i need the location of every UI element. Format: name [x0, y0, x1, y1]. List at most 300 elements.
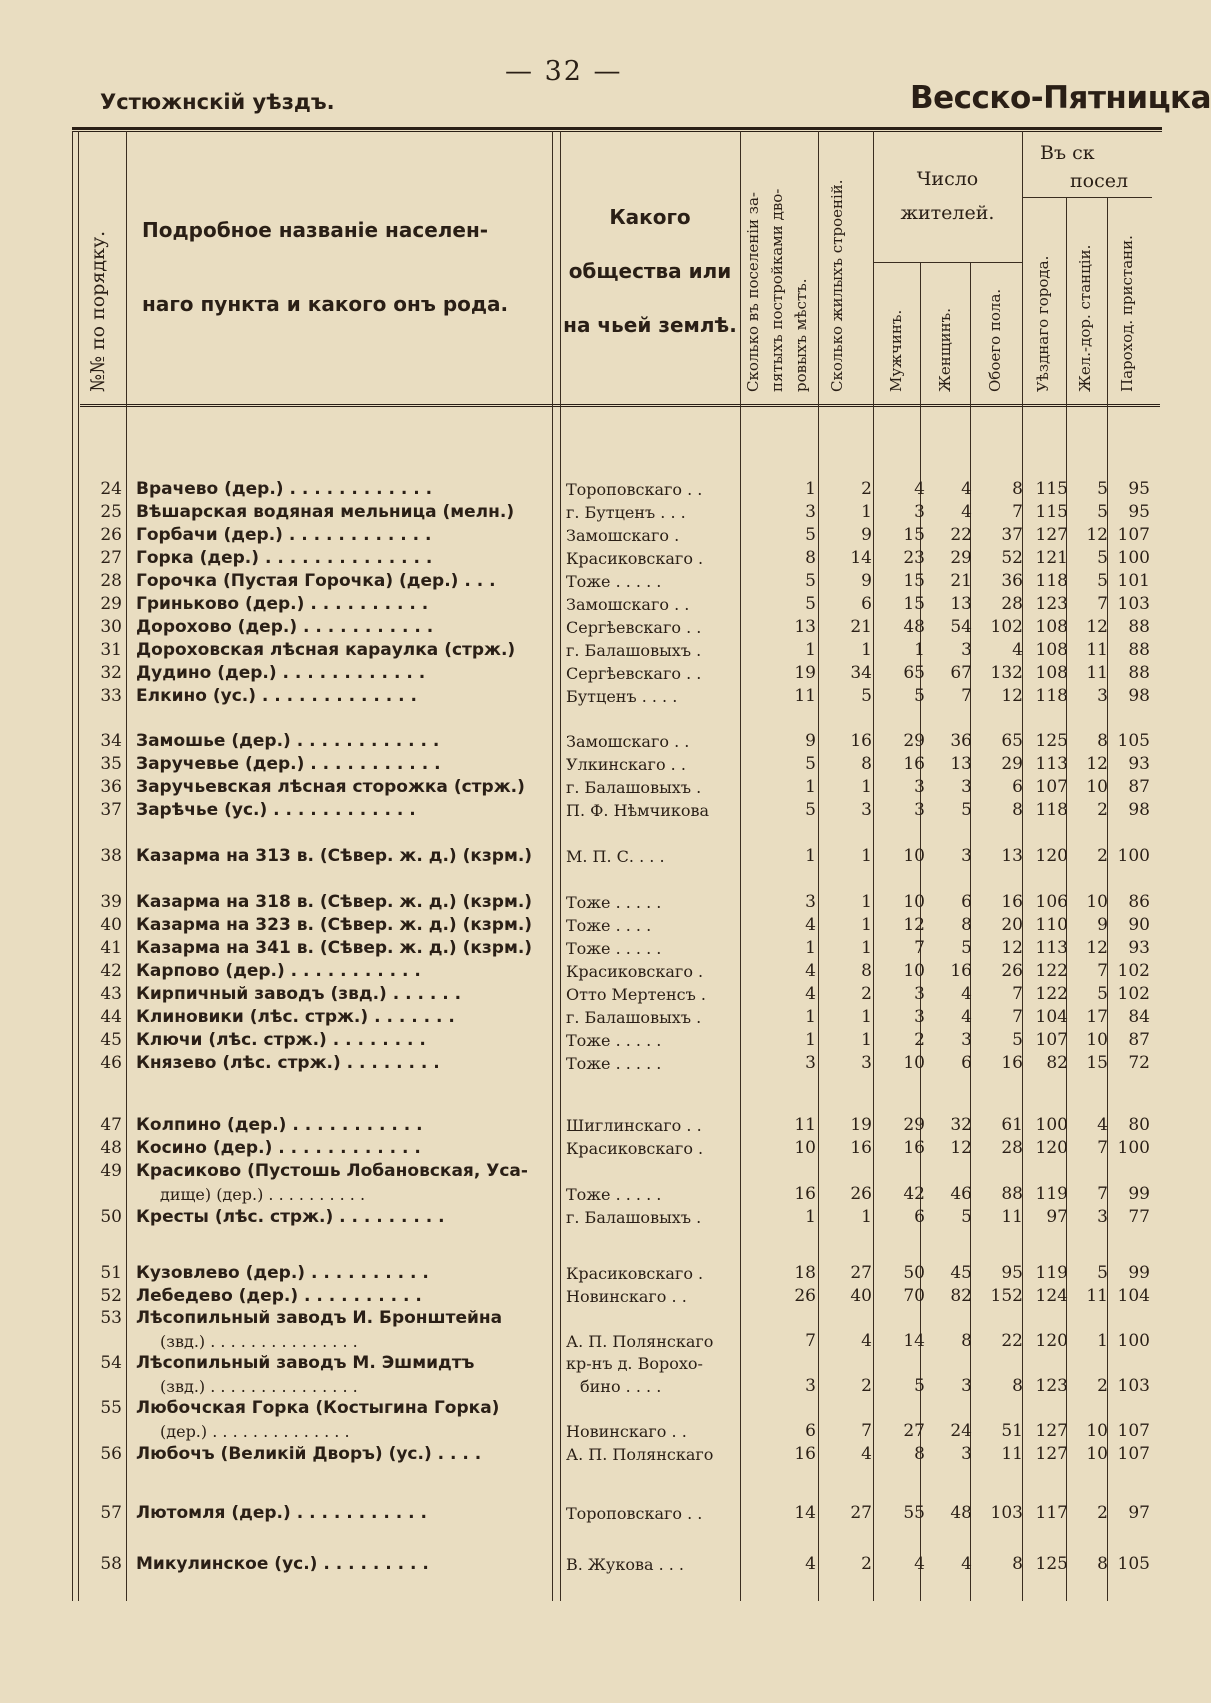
total-residents: 11	[1001, 1444, 1023, 1464]
row-number: 25	[100, 502, 122, 522]
men-count: 29	[903, 731, 925, 751]
distance-county-town: 125	[1035, 731, 1068, 751]
men-count: 10	[903, 892, 925, 912]
buildings-count: 1	[861, 1007, 872, 1027]
distance-railway: 10	[1086, 892, 1108, 912]
plots-count: 5	[805, 800, 816, 820]
distance-pier: 100	[1117, 548, 1150, 568]
plots-count: 1	[805, 1207, 816, 1227]
place-name: Замошье (дер.) . . . . . . . . . . . .	[136, 731, 440, 751]
place-name: Врачево (дер.) . . . . . . . . . . . .	[136, 479, 433, 499]
col-header-county-town: Уѣзднаго города.	[1034, 255, 1052, 392]
distance-pier: 86	[1128, 892, 1150, 912]
total-residents: 12	[1001, 686, 1023, 706]
distance-county-town: 108	[1035, 663, 1068, 683]
distance-railway: 8	[1097, 1554, 1108, 1574]
distance-county-town: 118	[1035, 571, 1068, 591]
col-header-society-3: на чьей землѣ.	[563, 313, 737, 337]
place-name-continuation: (звд.) . . . . . . . . . . . . . . .	[160, 1377, 358, 1396]
land-owner: Тоже . . . .	[566, 916, 652, 935]
table-row	[0, 662, 1150, 685]
buildings-count: 34	[850, 663, 872, 683]
distance-county-town: 100	[1035, 1115, 1068, 1135]
col-header-men: Мужчинъ.	[887, 309, 905, 392]
women-count: 4	[961, 984, 972, 1004]
plots-count: 4	[805, 1554, 816, 1574]
total-residents: 95	[1001, 1263, 1023, 1283]
row-number: 34	[100, 731, 122, 751]
women-count: 3	[961, 1444, 972, 1464]
table-row	[0, 1206, 1150, 1229]
total-residents: 103	[990, 1503, 1023, 1523]
men-count: 27	[903, 1421, 925, 1441]
distance-county-town: 97	[1046, 1207, 1068, 1227]
place-name: Дудино (дер.) . . . . . . . . . . . .	[136, 663, 426, 683]
men-count: 7	[914, 938, 925, 958]
distance-railway: 7	[1097, 594, 1108, 614]
total-residents: 102	[990, 617, 1023, 637]
distance-county-town: 119	[1035, 1184, 1068, 1204]
buildings-count: 16	[850, 1138, 872, 1158]
place-name-continuation: (дер.) . . . . . . . . . . . . . .	[160, 1422, 350, 1441]
distance-county-town: 110	[1035, 915, 1068, 935]
plots-count: 3	[805, 1376, 816, 1396]
women-count: 13	[950, 754, 972, 774]
land-owner: Тоже . . . . .	[566, 893, 662, 912]
distance-railway: 7	[1097, 1138, 1108, 1158]
men-count: 50	[903, 1263, 925, 1283]
place-name: Микулинское (ус.) . . . . . . . . .	[136, 1554, 429, 1574]
plots-count: 11	[794, 686, 816, 706]
table-row	[0, 1006, 1150, 1029]
table-row	[0, 1308, 1150, 1353]
distance-county-town: 118	[1035, 800, 1068, 820]
buildings-count: 4	[861, 1331, 872, 1351]
header-divider	[80, 404, 1160, 411]
distance-county-town: 122	[1035, 961, 1068, 981]
row-number: 55	[100, 1398, 122, 1418]
distance-railway: 5	[1097, 502, 1108, 522]
women-count: 8	[961, 1331, 972, 1351]
plots-count: 11	[794, 1115, 816, 1135]
place-name: Дорохово (дер.) . . . . . . . . . . .	[136, 617, 434, 637]
table-frame-inner	[72, 131, 1162, 132]
row-number: 40	[100, 915, 122, 935]
total-residents: 11	[1001, 1207, 1023, 1227]
table-row	[0, 1161, 1150, 1206]
place-name-continuation: дище) (дер.) . . . . . . . . . .	[160, 1185, 366, 1204]
place-name: Зарѣчье (ус.) . . . . . . . . . . . .	[136, 800, 416, 820]
total-residents: 132	[990, 663, 1023, 683]
table-row	[0, 685, 1150, 708]
distance-pier: 107	[1117, 525, 1150, 545]
table-row	[0, 570, 1150, 593]
land-owner: Замошскаго .	[566, 526, 680, 545]
men-count: 16	[903, 754, 925, 774]
total-residents: 36	[1001, 571, 1023, 591]
distance-railway: 11	[1086, 640, 1108, 660]
plots-count: 1	[805, 1007, 816, 1027]
buildings-count: 5	[861, 686, 872, 706]
distance-pier: 102	[1117, 961, 1150, 981]
women-count: 5	[961, 938, 972, 958]
table-row	[0, 1114, 1150, 1137]
buildings-count: 1	[861, 938, 872, 958]
row-number: 27	[100, 548, 122, 568]
buildings-count: 2	[861, 1554, 872, 1574]
men-count: 14	[903, 1331, 925, 1351]
buildings-count: 2	[861, 984, 872, 1004]
distance-county-town: 108	[1035, 640, 1068, 660]
distance-county-town: 123	[1035, 594, 1068, 614]
table-row	[0, 1353, 1150, 1398]
men-count: 65	[903, 663, 925, 683]
distance-county-town: 122	[1035, 984, 1068, 1004]
col-header-name-2: наго пункта и какого онъ рода.	[142, 292, 509, 316]
men-count: 6	[914, 1207, 925, 1227]
women-count: 45	[950, 1263, 972, 1283]
distance-railway: 5	[1097, 1263, 1108, 1283]
men-count: 29	[903, 1115, 925, 1135]
men-count: 1	[914, 640, 925, 660]
row-number: 58	[100, 1554, 122, 1574]
plots-count: 3	[805, 1053, 816, 1073]
place-name: Казарма на 318 в. (Сѣвер. ж. д.) (кзрм.)	[136, 892, 533, 912]
plots-count: 4	[805, 984, 816, 1004]
plots-count: 14	[794, 1503, 816, 1523]
buildings-count: 27	[850, 1263, 872, 1283]
women-count: 12	[950, 1138, 972, 1158]
buildings-count: 1	[861, 915, 872, 935]
row-number: 44	[100, 1007, 122, 1027]
plots-count: 18	[794, 1263, 816, 1283]
place-name: Лютомля (дер.) . . . . . . . . . . .	[136, 1503, 427, 1523]
row-number: 33	[100, 686, 122, 706]
total-residents: 8	[1012, 800, 1023, 820]
distance-pier: 88	[1128, 617, 1150, 637]
buildings-count: 2	[861, 1376, 872, 1396]
total-residents: 8	[1012, 1376, 1023, 1396]
place-name: Любочъ (Великій Дворъ) (ус.) . . . .	[136, 1444, 482, 1464]
place-name: Клиновики (лѣс. стрж.) . . . . . . .	[136, 1007, 455, 1027]
place-name: Казарма на 323 в. (Сѣвер. ж. д.) (кзрм.)	[136, 915, 533, 935]
distance-railway: 12	[1086, 617, 1108, 637]
distance-county-town: 120	[1035, 1138, 1068, 1158]
women-count: 4	[961, 479, 972, 499]
row-number: 48	[100, 1138, 122, 1158]
col-header-buildings: Сколько жилыхъ строеній.	[828, 179, 846, 392]
women-count: 67	[950, 663, 972, 683]
plots-count: 26	[794, 1286, 816, 1306]
men-count: 8	[914, 1444, 925, 1464]
distance-county-town: 120	[1035, 846, 1068, 866]
distance-pier: 100	[1117, 1138, 1150, 1158]
buildings-count: 40	[850, 1286, 872, 1306]
buildings-count: 3	[861, 1053, 872, 1073]
distance-county-town: 118	[1035, 686, 1068, 706]
table-row	[0, 639, 1150, 662]
place-name: Любочская Горка (Костыгина Горка)	[136, 1398, 500, 1418]
distance-pier: 100	[1117, 846, 1150, 866]
land-owner: Красиковскаго .	[566, 549, 704, 568]
distance-railway: 15	[1086, 1053, 1108, 1073]
men-count: 3	[914, 800, 925, 820]
land-owner: Красиковскаго .	[566, 1139, 704, 1158]
distance-pier: 107	[1117, 1421, 1150, 1441]
table-row	[0, 616, 1150, 639]
total-residents: 12	[1001, 938, 1023, 958]
distance-county-town: 119	[1035, 1263, 1068, 1283]
total-residents: 5	[1012, 1030, 1023, 1050]
land-owner: Тороповскаго . .	[566, 1504, 703, 1523]
women-count: 4	[961, 1007, 972, 1027]
distance-railway: 5	[1097, 984, 1108, 1004]
plots-count: 1	[805, 640, 816, 660]
women-count: 3	[961, 1030, 972, 1050]
distance-pier: 102	[1117, 984, 1150, 1004]
place-name: Кресты (лѣс. стрж.) . . . . . . . . .	[136, 1207, 445, 1227]
distance-railway: 5	[1097, 479, 1108, 499]
table-row	[0, 547, 1150, 570]
land-owner: Новинскаго . .	[566, 1422, 687, 1441]
table-row	[0, 730, 1150, 753]
distance-county-town: 107	[1035, 1030, 1068, 1050]
col-header-order: №№ по порядку.	[87, 230, 109, 392]
place-name: Лебедево (дер.) . . . . . . . . . .	[136, 1286, 422, 1306]
place-name: Князево (лѣс. стрж.) . . . . . . . .	[136, 1053, 440, 1073]
women-count: 29	[950, 548, 972, 568]
row-number: 35	[100, 754, 122, 774]
plots-count: 16	[794, 1184, 816, 1204]
row-number: 24	[100, 479, 122, 499]
buildings-count: 3	[861, 800, 872, 820]
header-subdivider	[1022, 197, 1152, 198]
total-residents: 52	[1001, 548, 1023, 568]
buildings-count: 16	[850, 731, 872, 751]
women-count: 3	[961, 777, 972, 797]
women-count: 36	[950, 731, 972, 751]
distance-pier: 87	[1128, 777, 1150, 797]
row-number: 46	[100, 1053, 122, 1073]
distance-pier: 95	[1128, 479, 1150, 499]
plots-count: 13	[794, 617, 816, 637]
distance-county-town: 106	[1035, 892, 1068, 912]
buildings-count: 1	[861, 846, 872, 866]
distance-county-town: 117	[1035, 1503, 1068, 1523]
place-name-continuation: (звд.) . . . . . . . . . . . . . . .	[160, 1332, 358, 1351]
distance-pier: 99	[1128, 1184, 1150, 1204]
men-count: 10	[903, 961, 925, 981]
plots-count: 4	[805, 961, 816, 981]
distance-pier: 101	[1117, 571, 1150, 591]
table-row	[0, 1052, 1150, 1075]
plots-count: 1	[805, 479, 816, 499]
women-count: 32	[950, 1115, 972, 1135]
place-name: Колпино (дер.) . . . . . . . . . . .	[136, 1115, 423, 1135]
plots-count: 5	[805, 754, 816, 774]
col-header-plots-2: пятыхъ постройками дво-	[768, 188, 786, 392]
buildings-count: 6	[861, 594, 872, 614]
land-owner: Тоже . . . . .	[566, 572, 662, 591]
row-number: 36	[100, 777, 122, 797]
plots-count: 5	[805, 571, 816, 591]
women-count: 5	[961, 1207, 972, 1227]
distance-county-town: 124	[1035, 1286, 1068, 1306]
distance-pier: 103	[1117, 1376, 1150, 1396]
col-header-residents-2: жителей.	[900, 202, 995, 224]
distance-railway: 12	[1086, 525, 1108, 545]
distance-pier: 105	[1117, 1554, 1150, 1574]
col-header-distance-1: Въ ск	[1040, 142, 1095, 164]
table-row	[0, 776, 1150, 799]
table-row	[0, 753, 1150, 776]
distance-railway: 8	[1097, 731, 1108, 751]
distance-county-town: 113	[1035, 938, 1068, 958]
distance-county-town: 108	[1035, 617, 1068, 637]
total-residents: 37	[1001, 525, 1023, 545]
total-residents: 16	[1001, 1053, 1023, 1073]
distance-county-town: 82	[1046, 1053, 1068, 1073]
men-count: 70	[903, 1286, 925, 1306]
total-residents: 8	[1012, 479, 1023, 499]
row-number: 28	[100, 571, 122, 591]
land-owner-continuation: бино . . . .	[580, 1377, 662, 1396]
women-count: 24	[950, 1421, 972, 1441]
men-count: 2	[914, 1030, 925, 1050]
buildings-count: 1	[861, 502, 872, 522]
buildings-count: 7	[861, 1421, 872, 1441]
distance-pier: 100	[1117, 1331, 1150, 1351]
table-row	[0, 1285, 1150, 1308]
men-count: 55	[903, 1503, 925, 1523]
table-row	[0, 799, 1150, 822]
row-number: 30	[100, 617, 122, 637]
men-count: 15	[903, 594, 925, 614]
distance-county-town: 104	[1035, 1007, 1068, 1027]
col-header-society-1: Какого	[609, 205, 691, 229]
total-residents: 16	[1001, 892, 1023, 912]
distance-pier: 93	[1128, 938, 1150, 958]
col-header-both: Обоего пола.	[986, 288, 1004, 392]
row-number: 32	[100, 663, 122, 683]
total-residents: 28	[1001, 594, 1023, 614]
county-header: Устюжнскій уѣздъ.	[100, 90, 335, 114]
distance-pier: 103	[1117, 594, 1150, 614]
row-number: 29	[100, 594, 122, 614]
plots-count: 5	[805, 594, 816, 614]
land-owner: г. Балашовыхъ .	[566, 778, 702, 797]
place-name: Горочка (Пустая Горочка) (дер.) . . .	[136, 571, 496, 591]
men-count: 3	[914, 502, 925, 522]
place-name: Казарма на 341 в. (Сѣвер. ж. д.) (кзрм.)	[136, 938, 533, 958]
women-count: 4	[961, 502, 972, 522]
distance-pier: 95	[1128, 502, 1150, 522]
women-count: 3	[961, 846, 972, 866]
plots-count: 1	[805, 938, 816, 958]
women-count: 46	[950, 1184, 972, 1204]
distance-pier: 99	[1128, 1263, 1150, 1283]
plots-count: 3	[805, 892, 816, 912]
distance-railway: 5	[1097, 548, 1108, 568]
table-row	[0, 1137, 1150, 1160]
men-count: 5	[914, 686, 925, 706]
distance-pier: 80	[1128, 1115, 1150, 1135]
table-row	[0, 1502, 1150, 1525]
place-name: Елкино (ус.) . . . . . . . . . . . . .	[136, 686, 417, 706]
header-subdivider	[873, 262, 1022, 263]
buildings-count: 1	[861, 640, 872, 660]
land-owner: Бутценъ . . . .	[566, 687, 678, 706]
land-owner: Тоже . . . . .	[566, 939, 662, 958]
buildings-count: 8	[861, 754, 872, 774]
buildings-count: 21	[850, 617, 872, 637]
place-name: Кузовлево (дер.) . . . . . . . . . .	[136, 1263, 429, 1283]
women-count: 13	[950, 594, 972, 614]
table-row	[0, 1553, 1150, 1576]
distance-railway: 10	[1086, 1030, 1108, 1050]
men-count: 4	[914, 1554, 925, 1574]
col-header-pier: Пароход. пристани.	[1118, 235, 1136, 392]
plots-count: 1	[805, 846, 816, 866]
col-header-plots-1: Сколько въ поселеніи за-	[744, 192, 762, 392]
land-owner: г. Балашовыхъ .	[566, 1008, 702, 1027]
land-owner: г. Балашовыхъ .	[566, 641, 702, 660]
total-residents: 13	[1001, 846, 1023, 866]
total-residents: 28	[1001, 1138, 1023, 1158]
distance-pier: 72	[1128, 1053, 1150, 1073]
table-row	[0, 593, 1150, 616]
plots-count: 5	[805, 525, 816, 545]
distance-railway: 11	[1086, 663, 1108, 683]
row-number: 42	[100, 961, 122, 981]
buildings-count: 19	[850, 1115, 872, 1135]
table-row	[0, 983, 1150, 1006]
row-number: 26	[100, 525, 122, 545]
land-owner: П. Ф. Нѣмчикова	[566, 801, 710, 820]
table-row	[0, 478, 1150, 501]
distance-railway: 11	[1086, 1286, 1108, 1306]
distance-county-town: 125	[1035, 1554, 1068, 1574]
plots-count: 7	[805, 1331, 816, 1351]
plots-count: 10	[794, 1138, 816, 1158]
distance-railway: 3	[1097, 686, 1108, 706]
place-name: Заручевье (дер.) . . . . . . . . . . .	[136, 754, 441, 774]
men-count: 48	[903, 617, 925, 637]
place-name: Карпово (дер.) . . . . . . . . . . .	[136, 961, 421, 981]
col-header-residents-1: Число	[916, 168, 979, 190]
plots-count: 9	[805, 731, 816, 751]
men-count: 15	[903, 571, 925, 591]
women-count: 8	[961, 915, 972, 935]
men-count: 42	[903, 1184, 925, 1204]
row-number: 49	[100, 1161, 122, 1181]
land-owner: Тороповскаго . .	[566, 480, 703, 499]
distance-railway: 3	[1097, 1207, 1108, 1227]
buildings-count: 9	[861, 571, 872, 591]
distance-county-town: 127	[1035, 525, 1068, 545]
women-count: 54	[950, 617, 972, 637]
row-number: 45	[100, 1030, 122, 1050]
total-residents: 65	[1001, 731, 1023, 751]
women-count: 16	[950, 961, 972, 981]
place-name: Лѣсопильный заводъ М. Эшмидтъ	[136, 1353, 475, 1373]
buildings-count: 1	[861, 1030, 872, 1050]
plots-count: 3	[805, 502, 816, 522]
distance-pier: 87	[1128, 1030, 1150, 1050]
total-residents: 8	[1012, 1554, 1023, 1574]
place-name: Вѣшарская водяная мельница (мелн.)	[136, 502, 515, 522]
place-name: Дороховская лѣсная караулка (стрж.)	[136, 640, 516, 660]
